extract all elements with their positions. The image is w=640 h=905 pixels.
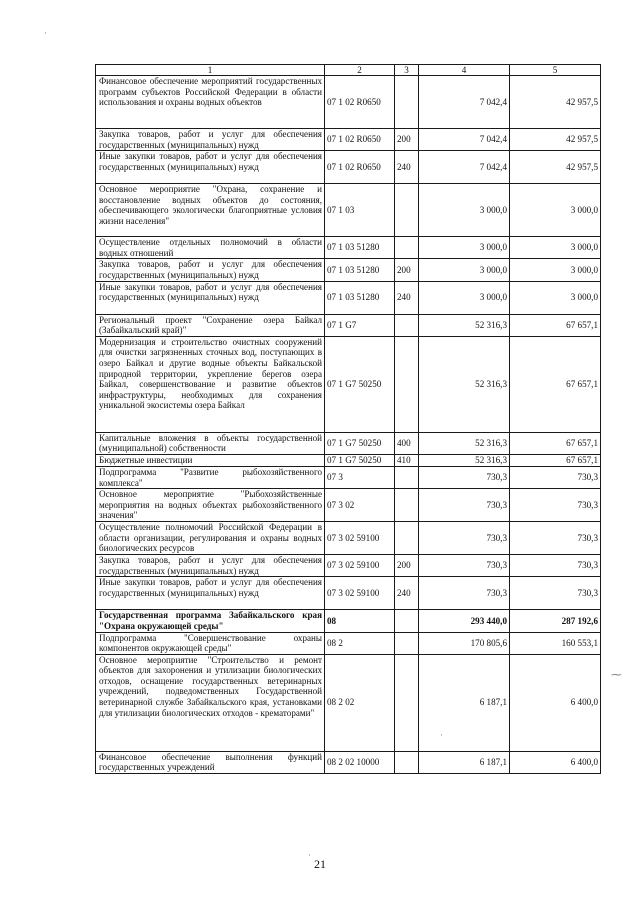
table-row: [96, 522, 601, 555]
table-row: [96, 314, 601, 336]
row-code-cell: 07 1 G7 50250: [325, 454, 395, 466]
row-sum-2020-cell: 67 657,1: [510, 432, 601, 454]
table-row: [96, 129, 601, 151]
header-row: [96, 65, 601, 76]
row-name-cell: Основное мероприятие "Строительство и ремонт объектов для захоронения и утилизации биологических отходов, оснащение государственных ветеринарных учреждений, подведомственных Государственной ветеринарной службе Забайкальского края, установками для утилизации биологических отходов - крематорами": [96, 654, 325, 751]
row-sum-2020-cell: 730,3: [510, 522, 601, 555]
scan-speck: ·: [440, 730, 443, 740]
table-row: [96, 751, 601, 773]
row-type-cell: [395, 489, 419, 522]
row-type-cell: [395, 237, 419, 259]
row-code-cell: 07 3 02 59100: [325, 522, 395, 555]
row-type-cell: 200: [395, 259, 419, 281]
row-type-cell: 200: [395, 129, 419, 151]
row-code-cell: 08: [325, 610, 395, 632]
row-name-cell: Бюджетные инвестиции: [96, 454, 325, 466]
row-code-cell: 07 1 G7 50250: [325, 336, 395, 432]
table-row: [96, 454, 601, 466]
table-row: [96, 281, 601, 314]
row-name-cell: Осуществление отдельных полномочий в области водных отношений: [96, 237, 325, 259]
row-sum-2020-cell: 6 400,0: [510, 751, 601, 773]
row-sum-2020-cell: 42 957,5: [510, 129, 601, 151]
table-row: [96, 577, 601, 610]
row-sum-2019-cell: 730,3: [419, 489, 510, 522]
row-code-cell: 07 1 G7: [325, 314, 395, 336]
table-row: [96, 489, 601, 522]
row-sum-2019-cell: 3 000,0: [419, 237, 510, 259]
table-row: [96, 610, 601, 632]
row-sum-2019-cell: 52 316,3: [419, 454, 510, 466]
row-code-cell: 07 1 03: [325, 184, 395, 237]
row-sum-2019-cell: 7 042,4: [419, 76, 510, 129]
row-sum-2019-cell: 52 316,3: [419, 336, 510, 432]
row-sum-2019-cell: 6 187,1: [419, 751, 510, 773]
row-code-cell: 07 1 02 R0650: [325, 76, 395, 129]
row-sum-2020-cell: 3 000,0: [510, 237, 601, 259]
row-sum-2020-cell: 67 657,1: [510, 454, 601, 466]
row-sum-2020-cell: 42 957,5: [510, 76, 601, 129]
table-row: [96, 466, 601, 488]
row-sum-2019-cell: 6 187,1: [419, 654, 510, 751]
header-cell: 5: [510, 65, 601, 76]
table-row: [96, 184, 601, 237]
row-type-cell: [395, 466, 419, 488]
header-cell: 3: [395, 65, 419, 76]
row-code-cell: 07 3 02: [325, 489, 395, 522]
row-sum-2019-cell: 52 316,3: [419, 432, 510, 454]
row-sum-2019-cell: 730,3: [419, 577, 510, 610]
row-sum-2019-cell: 730,3: [419, 466, 510, 488]
header-cell: 2: [325, 65, 395, 76]
row-sum-2019-cell: 170 805,6: [419, 632, 510, 654]
row-code-cell: 07 1 02 R0650: [325, 129, 395, 151]
row-name-cell: Финансовое обеспечение мероприятий государственных программ субъектов Российской Федерации в области использования и охраны водных объектов: [96, 76, 325, 129]
row-name-cell: Иные закупки товаров, работ и услуг для обеспечения государственных (муниципальных) нужд: [96, 151, 325, 184]
row-sum-2020-cell: 730,3: [510, 466, 601, 488]
row-sum-2020-cell: 42 957,5: [510, 151, 601, 184]
row-type-cell: 240: [395, 151, 419, 184]
row-sum-2020-cell: 160 553,1: [510, 632, 601, 654]
table-row: [96, 654, 601, 751]
row-type-cell: [395, 654, 419, 751]
row-sum-2020-cell: 730,3: [510, 577, 601, 610]
table-row: [96, 76, 601, 129]
row-type-cell: 410: [395, 454, 419, 466]
table-row: [96, 336, 601, 432]
row-name-cell: Основное мероприятие "Рыбохозяйственные мероприятия на водных объектах рыбохозяйственного значения": [96, 489, 325, 522]
row-sum-2020-cell: 3 000,0: [510, 184, 601, 237]
row-name-cell: Закупка товаров, работ и услуг для обеспечения государственных (муниципальных) нужд: [96, 259, 325, 281]
row-name-cell: Финансовое обеспечение выполнения функций государственных учреждений: [96, 751, 325, 773]
scan-speck: ⁓: [611, 669, 622, 681]
row-code-cell: 07 1 03 51280: [325, 259, 395, 281]
row-sum-2020-cell: 730,3: [510, 555, 601, 577]
row-name-cell: Основное мероприятие "Охрана, сохранение и восстановление водных объектов до состояния, обеспечивающего экологически благоприятные условия жизни населения": [96, 184, 325, 237]
row-type-cell: 240: [395, 577, 419, 610]
row-name-cell: Иные закупки товаров, работ и услуг для обеспечения государственных (муниципальных) нужд: [96, 281, 325, 314]
row-name-cell: Закупка товаров, работ и услуг для обеспечения государственных (муниципальных) нужд: [96, 129, 325, 151]
row-sum-2019-cell: 730,3: [419, 522, 510, 555]
row-sum-2019-cell: 3 000,0: [419, 259, 510, 281]
budget-table: [95, 64, 601, 774]
row-code-cell: 08 2 02: [325, 654, 395, 751]
row-code-cell: 07 3 02 59100: [325, 577, 395, 610]
row-code-cell: 07 1 G7 50250: [325, 432, 395, 454]
table-row: [96, 632, 601, 654]
page-number: 21: [314, 857, 326, 871]
row-type-cell: [395, 610, 419, 632]
table-row: [96, 432, 601, 454]
row-sum-2019-cell: 7 042,4: [419, 129, 510, 151]
row-code-cell: 07 1 03 51280: [325, 237, 395, 259]
row-sum-2020-cell: 730,3: [510, 489, 601, 522]
row-sum-2019-cell: 52 316,3: [419, 314, 510, 336]
row-type-cell: [395, 76, 419, 129]
table-row: [96, 151, 601, 184]
row-code-cell: 08 2: [325, 632, 395, 654]
row-sum-2020-cell: 67 657,1: [510, 336, 601, 432]
row-type-cell: [395, 314, 419, 336]
row-type-cell: [395, 751, 419, 773]
table-row: [96, 259, 601, 281]
header-cell: 1: [96, 65, 325, 76]
row-name-cell: Осуществление полномочий Российской Федерации в области организации, регулирования и охраны водных биологических ресурсов: [96, 522, 325, 555]
row-sum-2019-cell: 293 440,0: [419, 610, 510, 632]
scan-speck: ·: [44, 28, 47, 38]
row-sum-2020-cell: 287 192,6: [510, 610, 601, 632]
row-type-cell: 400: [395, 432, 419, 454]
row-code-cell: 08 2 02 10000: [325, 751, 395, 773]
row-type-cell: [395, 336, 419, 432]
row-sum-2020-cell: 6 400,0: [510, 654, 601, 751]
scan-speck: ·: [308, 850, 311, 860]
row-name-cell: Иные закупки товаров, работ и услуг для обеспечения государственных (муниципальных) нужд: [96, 577, 325, 610]
row-sum-2019-cell: 730,3: [419, 555, 510, 577]
row-sum-2020-cell: 3 000,0: [510, 281, 601, 314]
row-type-cell: [395, 522, 419, 555]
row-code-cell: 07 3 02 59100: [325, 555, 395, 577]
row-sum-2020-cell: 3 000,0: [510, 259, 601, 281]
row-type-cell: [395, 632, 419, 654]
row-name-cell: Подпрограмма "Развитие рыбохозяйственного комплекса": [96, 466, 325, 488]
row-name-cell: Региональный проект "Сохранение озера Байкал (Забайкальский край)": [96, 314, 325, 336]
row-code-cell: 07 1 03 51280: [325, 281, 395, 314]
row-name-cell: Модернизация и строительство очистных сооружений для очистки загрязненных сточных вод, поступающих в озеро Байкал и другие водные объекты Байкальской природной территории, укрепление берегов озера Байкал, совершенствование и развитие объектов инфраструктуры, необходимых для сохранения уникальной экосистемы озера Байкал: [96, 336, 325, 432]
row-code-cell: 07 3: [325, 466, 395, 488]
row-name-cell: Государственная программа Забайкальского края "Охрана окружающей среды": [96, 610, 325, 632]
row-sum-2019-cell: 3 000,0: [419, 184, 510, 237]
row-sum-2019-cell: 7 042,4: [419, 151, 510, 184]
row-sum-2020-cell: 67 657,1: [510, 314, 601, 336]
row-sum-2019-cell: 3 000,0: [419, 281, 510, 314]
row-type-cell: 240: [395, 281, 419, 314]
row-code-cell: 07 1 02 R0650: [325, 151, 395, 184]
row-name-cell: Подпрограмма "Совершенствование охраны компонентов окружающей среды": [96, 632, 325, 654]
table-row: [96, 555, 601, 577]
table-row: [96, 237, 601, 259]
row-type-cell: [395, 184, 419, 237]
row-name-cell: Закупка товаров, работ и услуг для обеспечения государственных (муниципальных) нужд: [96, 555, 325, 577]
row-type-cell: 200: [395, 555, 419, 577]
header-cell: 4: [419, 65, 510, 76]
row-name-cell: Капитальные вложения в объекты государственной (муниципальной) собственности: [96, 432, 325, 454]
